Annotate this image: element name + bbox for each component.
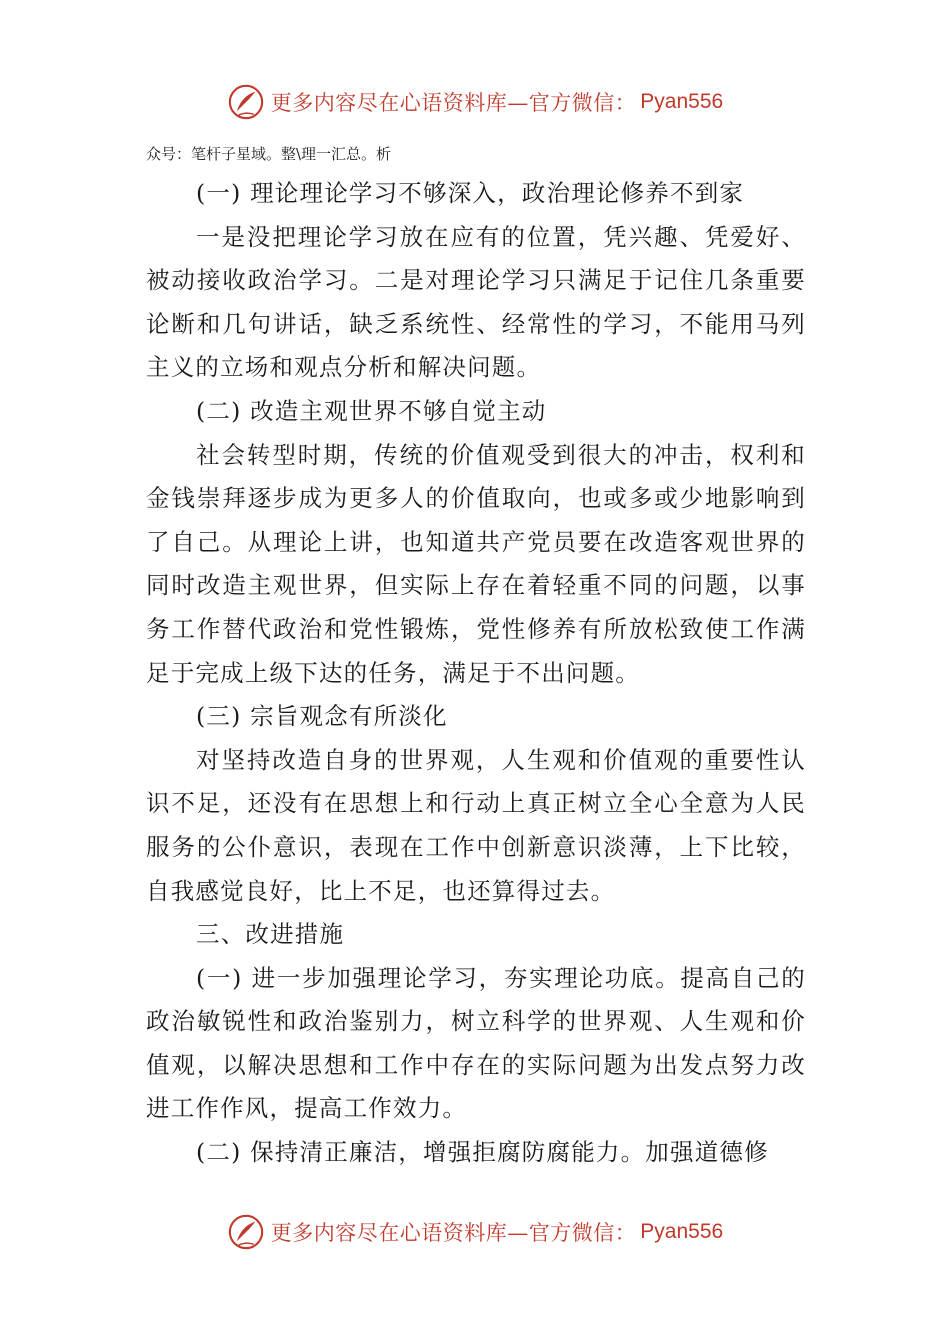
feather-pen-logo-icon xyxy=(227,83,265,121)
source-note: 众号：笔杆子星域。整\理一汇总。析 xyxy=(146,145,392,163)
banner-text: 更多内容尽在心语资料库—官方微信： xyxy=(270,1221,637,1245)
body-paragraph: 一是没把理论学习放在应有的位置，凭兴趣、凭爱好、被动接收政治学习。二是对理论学习只满足于记住几条重要论断和几句讲话，缺乏系统性、经常性的学习，不能用马列主义的立场和观点分析和解决问题。 xyxy=(146,222,806,382)
banner-handle: Pyan556 xyxy=(640,1220,724,1243)
body-paragraph: 社会转型时期，传统的价值观受到很大的冲击，权利和金钱崇拜逐步成为更多人的价值取向，也或多或少地影响到了自己。从理论上讲，也知道共产党员要在改造客观世界的同时改造主观世界，但实际上存在着轻重不同的问题，以事务工作替代政治和党性锻炼，党性修养有所放松致使工作满足于完成上级下达的任务，满足于不出问题。 xyxy=(146,440,806,687)
banner-handle: Pyan556 xyxy=(640,90,724,113)
header-banner xyxy=(0,80,950,124)
feather-pen-logo-icon xyxy=(227,1213,265,1251)
banner-text: 更多内容尽在心语资料库—官方微信： xyxy=(270,91,637,115)
footer-banner xyxy=(0,1210,950,1254)
section-heading: (一) 理论理论学习不够深入，政治理论修养不到家 xyxy=(196,179,745,207)
document-body xyxy=(146,172,806,1175)
section-heading: 三、改进措施 xyxy=(196,920,345,949)
section-heading: (三) 宗旨观念有所淡化 xyxy=(196,702,448,731)
body-paragraph: 对坚持改造自身的世界观，人生观和价值观的重要性认识不足，还没有在思想上和行动上真正树立全心全意为人民服务的公仆意识，表现在工作中创新意识淡薄，上下比较，自我感觉良好，比上不足，也还算得过去。 xyxy=(146,745,806,905)
body-paragraph: (二) 保持清正廉洁，增强拒腐防腐能力。加强道德修 xyxy=(196,1138,769,1167)
body-paragraph: (一) 进一步加强理论学习，夯实理论功底。提高自己的政治敏锐性和政治鉴别力，树立科学的世界观、人生观和价值观，以解决思想和工作中存在的实际问题为出发点努力改进工作作风，提高工作效力。 xyxy=(146,963,806,1123)
section-heading: (二) 改造主观世界不够自觉主动 xyxy=(196,396,547,425)
